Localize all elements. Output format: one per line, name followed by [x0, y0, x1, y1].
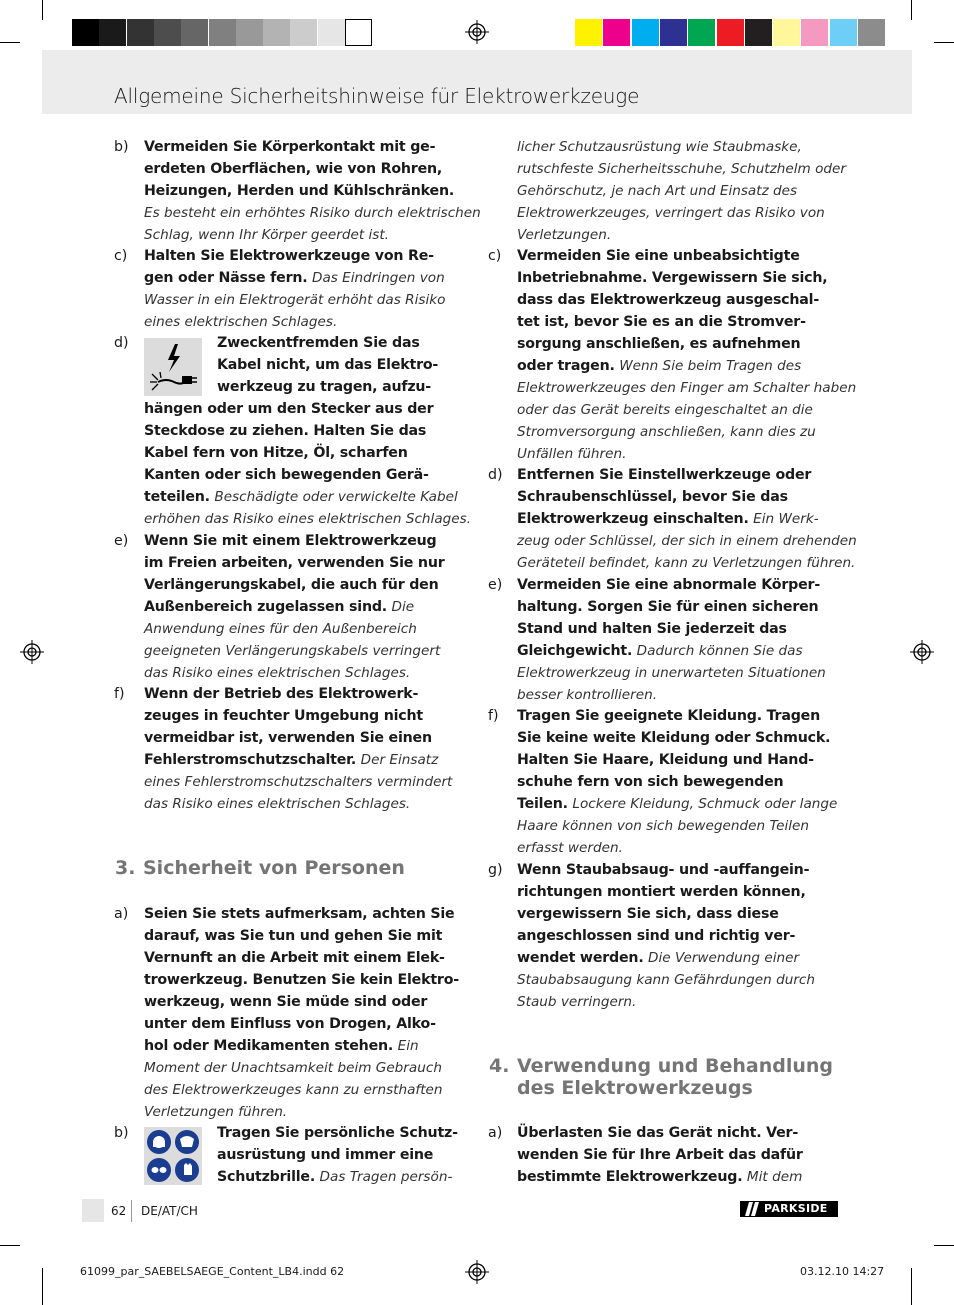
- bold-text: Vermeiden Sie eine unbeabsichtigte: [517, 248, 800, 264]
- italic-text: Elektrowerkzeuges, verringert das Risiko von: [517, 205, 825, 221]
- bold-text: Kabel fern von Hitze, Öl, scharfen: [144, 445, 408, 461]
- italic-text: erfasst werden.: [517, 840, 623, 856]
- italic-text: Haare können von sich bewegenden Teilen: [517, 818, 809, 834]
- bold-text: dass das Elektrowerkzeug ausgeschal-: [517, 292, 820, 308]
- text-line: [517, 245, 800, 267]
- text-line: [217, 332, 420, 354]
- text-line: [517, 1122, 798, 1144]
- bold-text: Heizungen, Herden und Kühlschränken.: [144, 183, 455, 199]
- bold-text: unter dem Einfluss von Drogen, Alko-: [144, 1016, 436, 1032]
- bold-text: zeuges in feuchter Umgebung nicht: [144, 708, 423, 724]
- italic-text: Ein Werk-: [753, 511, 819, 527]
- text-line: [517, 815, 809, 837]
- italic-text: Geräteteil befindet, kann zu Verletzungen führen.: [517, 555, 856, 571]
- text-line: [144, 771, 452, 793]
- italic-text: das Risiko eines elektrischen Schlages.: [144, 665, 411, 681]
- process-swatch: [575, 19, 602, 46]
- text-line: [517, 793, 837, 815]
- text-line: [144, 1079, 443, 1101]
- text-line: [144, 1013, 436, 1035]
- italic-text: eines Fehlerstromschutzschalters vermindert: [144, 774, 453, 790]
- italic-text: Verletzungen.: [517, 227, 612, 243]
- text-line: [217, 1122, 458, 1144]
- italic-text: Mit dem: [746, 1169, 803, 1185]
- bold-text: im Freien arbeiten, verwenden Sie nur: [144, 555, 445, 571]
- italic-text: des Elektrowerkzeuges kann zu ernsthaften: [144, 1082, 443, 1098]
- text-line: [517, 267, 827, 289]
- section-title: des Elektrowerkzeugs: [517, 1077, 753, 1099]
- bold-text: erdeten Oberflächen, wie von Rohren,: [144, 161, 443, 177]
- registration-mark-icon: [465, 20, 489, 44]
- italic-text: Schlag, wenn Ihr Körper geerdet ist.: [144, 227, 389, 243]
- bold-text: Tragen Sie persönliche Schutz-: [217, 1125, 458, 1141]
- italic-text: oder das Gerät bereits eingeschaltet an die: [517, 402, 813, 418]
- gray-swatch: [290, 19, 317, 46]
- list-label: g): [488, 862, 503, 878]
- process-swatch: [830, 19, 857, 46]
- bold-text: richtungen montiert werden können,: [517, 884, 806, 900]
- text-line: [144, 727, 432, 749]
- bold-text: vermeidbar ist, verwenden Sie einen: [144, 730, 432, 746]
- text-line: [144, 267, 445, 289]
- bold-text: Inbetriebnahme. Vergewissern Sie sich,: [517, 270, 828, 286]
- bold-text: hängen oder um den Stecker aus der: [144, 401, 434, 417]
- slug-date: 03.12.10 14:27: [800, 1265, 885, 1278]
- process-swatch: [773, 19, 800, 46]
- italic-text: licher Schutzausrüstung wie Staubmaske,: [517, 139, 802, 155]
- text-line: [144, 202, 481, 224]
- text-line: [144, 749, 438, 771]
- section-title: Sicherheit von Personen: [143, 857, 405, 879]
- gray-swatch: [181, 19, 208, 46]
- text-line: [517, 399, 813, 421]
- italic-text: Ein: [397, 1038, 419, 1054]
- region-label: DE/AT/CH: [141, 1204, 198, 1218]
- process-swatch: [745, 19, 772, 46]
- bold-text: Entfernen Sie Einstellwerkzeuge oder: [517, 467, 812, 483]
- text-line: [517, 684, 657, 706]
- list-label: e): [114, 533, 129, 549]
- text-line: [517, 289, 819, 311]
- italic-text: Staub verringern.: [517, 994, 637, 1010]
- bold-text: angeschlossen sind und richtig ver-: [517, 928, 796, 944]
- text-line: [144, 311, 337, 333]
- text-line: [517, 508, 819, 530]
- section-title: Verwendung und Behandlung: [517, 1055, 834, 1077]
- text-line: [144, 662, 410, 684]
- bold-text: Sie keine weite Kleidung oder Schmuck.: [517, 730, 831, 746]
- italic-text: eines elektrischen Schlages.: [144, 314, 338, 330]
- text-line: [517, 464, 811, 486]
- process-swatch: [688, 19, 715, 46]
- bold-text: Schraubenschlüssel, bevor Sie das: [517, 489, 788, 505]
- bold-text: vergewissern Sie sich, dass diese: [517, 906, 779, 922]
- text-line: [144, 180, 454, 202]
- italic-text: das Risiko eines elektrischen Schlages.: [144, 796, 411, 812]
- text-line: [144, 618, 417, 640]
- list-label: d): [114, 335, 129, 351]
- text-line: [144, 398, 433, 420]
- bold-text: Wenn Sie mit einem Elektrowerkzeug: [144, 533, 437, 549]
- text-line: [517, 903, 779, 925]
- text-line: [517, 1166, 802, 1188]
- bold-text: oder tragen.: [517, 358, 615, 374]
- text-line: [517, 837, 623, 859]
- text-line: [144, 245, 434, 267]
- text-line: [517, 333, 800, 355]
- italic-text: Staubabsaugung kann Gefährdungen durch: [517, 972, 816, 988]
- bold-text: wenden Sie für Ihre Arbeit das dafür: [517, 1147, 803, 1163]
- list-label: b): [114, 1125, 129, 1141]
- italic-text: Stromversorgung anschließen, kann dies zu: [517, 424, 816, 440]
- text-line: [517, 552, 855, 574]
- text-line: [517, 662, 826, 684]
- list-label: a): [114, 906, 129, 922]
- text-line: [517, 859, 809, 881]
- text-line: [517, 224, 611, 246]
- italic-text: Es besteht ein erhöhtes Risiko durch elektrischen: [144, 205, 481, 221]
- text-line: [517, 618, 787, 640]
- italic-text: Elektrowerkzeug in unerwarteten Situationen: [517, 665, 826, 681]
- bold-text: Stand und halten Sie jederzeit das: [517, 621, 787, 637]
- bold-text: Teilen.: [517, 796, 568, 812]
- text-line: [144, 1101, 287, 1123]
- text-line: [517, 749, 814, 771]
- registration-mark-icon: [910, 640, 934, 664]
- crop-mark: [0, 42, 20, 43]
- italic-text: Elektrowerkzeuges den Finger am Schalter haben: [517, 380, 857, 396]
- bold-text: werkzeug, wenn Sie müde sind oder: [144, 994, 428, 1010]
- text-line: [144, 683, 418, 705]
- text-line: [144, 486, 458, 508]
- bold-text: Tragen Sie geeignete Kleidung. Tragen: [517, 708, 820, 724]
- bold-text: Elektrowerkzeug einschalten.: [517, 511, 749, 527]
- gray-swatch: [99, 19, 126, 46]
- text-line: [144, 508, 471, 530]
- italic-text: rutschfeste Sicherheitsschuhe, Schutzhelm oder: [517, 161, 846, 177]
- text-line: [517, 1144, 803, 1166]
- process-swatch: [717, 19, 744, 46]
- bold-text: tet ist, bevor Sie es an die Stromver-: [517, 314, 806, 330]
- italic-text: Wasser in ein Elektrogerät erhöht das Risiko: [144, 292, 446, 308]
- italic-text: zeug oder Schlüssel, der sich in einem drehenden: [517, 533, 857, 549]
- gray-swatch: [209, 19, 236, 46]
- text-line: [217, 354, 438, 376]
- cable-warning-icon: [144, 338, 202, 396]
- crop-mark: [911, 0, 912, 20]
- page-number: 62: [111, 1204, 127, 1218]
- brand-name: PARKSIDE: [764, 1202, 828, 1215]
- text-line: [517, 486, 788, 508]
- gray-swatch: [263, 19, 290, 46]
- bold-text: Überlasten Sie das Gerät nicht. Ver-: [517, 1125, 799, 1141]
- italic-text: Lockere Kleidung, Schmuck oder lange: [572, 796, 838, 812]
- text-line: [144, 552, 445, 574]
- italic-text: besser kontrollieren.: [517, 687, 658, 703]
- text-line: [517, 947, 799, 969]
- bold-text: Zweckentfremden Sie das: [217, 335, 420, 351]
- list-label: f): [114, 686, 125, 702]
- text-line: [144, 991, 427, 1013]
- text-line: [517, 180, 797, 202]
- italic-text: Das Eindringen von: [311, 270, 445, 286]
- text-line: [144, 158, 442, 180]
- crop-mark: [42, 0, 43, 20]
- text-line: [144, 925, 442, 947]
- list-label: b): [114, 139, 129, 155]
- text-line: [517, 355, 801, 377]
- bold-text: Vermeiden Sie Körperkontakt mit ge-: [144, 139, 436, 155]
- text-line: [517, 925, 795, 947]
- text-line: [144, 640, 440, 662]
- page-number-box: [82, 1199, 104, 1222]
- text-line: [144, 574, 439, 596]
- italic-text: Verletzungen führen.: [144, 1104, 288, 1120]
- bold-text: darauf, was Sie tun und gehen Sie mit: [144, 928, 443, 944]
- crop-mark: [911, 1268, 912, 1305]
- bold-text: Kabel nicht, um das Elektro-: [217, 357, 439, 373]
- crop-mark: [934, 1245, 954, 1246]
- text-line: [144, 464, 429, 486]
- bold-text: haltung. Sorgen Sie für einen sicheren: [517, 599, 819, 615]
- bold-text: Fehlerstromschutzschalter.: [144, 752, 357, 768]
- gray-swatch: [154, 19, 181, 46]
- bold-text: teteilen.: [144, 489, 210, 505]
- registration-mark-icon: [465, 1260, 489, 1284]
- bold-text: Verlängerungskabel, die auch für den: [144, 577, 439, 593]
- process-swatch: [801, 19, 828, 46]
- bold-text: Wenn der Betrieb des Elektrowerk-: [144, 686, 419, 702]
- bold-text: hol oder Medikamenten stehen.: [144, 1038, 394, 1054]
- bold-text: bestimmte Elektrowerkzeug.: [517, 1169, 743, 1185]
- list-label: f): [488, 708, 499, 724]
- section-number: 3.: [115, 857, 136, 879]
- italic-text: erhöhen das Risiko eines elektrischen Schlages.: [144, 511, 472, 527]
- text-line: [517, 727, 830, 749]
- bold-text: Vermeiden Sie eine abnormale Körper-: [517, 577, 821, 593]
- brand-logo: [740, 1201, 838, 1217]
- bold-text: wendet werden.: [517, 950, 644, 966]
- text-line: [517, 158, 846, 180]
- list-label: e): [488, 577, 503, 593]
- text-line: [517, 969, 815, 991]
- text-line: [144, 969, 459, 991]
- process-swatch: [858, 19, 885, 46]
- italic-text: Beschädigte oder verwickelte Kabel: [214, 489, 458, 505]
- text-line: [517, 311, 806, 333]
- bold-text: Gleichgewicht.: [517, 643, 633, 659]
- footer-divider: [131, 1200, 132, 1222]
- italic-text: Wenn Sie beim Tragen des: [619, 358, 802, 374]
- text-line: [517, 991, 636, 1013]
- gray-swatch: [127, 19, 154, 46]
- section-number: 4.: [489, 1055, 510, 1077]
- gray-swatch: [318, 19, 345, 46]
- text-line: [144, 1035, 419, 1057]
- bold-text: schuhe fern von sich bewegenden: [517, 774, 784, 790]
- ppe-icons: [144, 1127, 202, 1185]
- text-line: [144, 224, 389, 246]
- bold-text: Außenbereich zugelassen sind.: [144, 599, 387, 615]
- bold-text: Wenn Staubabsaug- und -auffangein-: [517, 862, 810, 878]
- text-line: [517, 705, 820, 727]
- italic-text: geeigneten Verlängerungskabels verringert: [144, 643, 441, 659]
- text-line: [517, 596, 818, 618]
- text-line: [144, 705, 423, 727]
- gray-swatch: [345, 19, 372, 46]
- crop-mark: [0, 1245, 20, 1246]
- italic-text: Die Verwendung einer: [648, 950, 800, 966]
- gray-swatch: [72, 19, 99, 46]
- text-line: [217, 1144, 433, 1166]
- list-label: a): [488, 1125, 503, 1141]
- italic-text: Unfällen führen.: [517, 446, 627, 462]
- italic-text: Dadurch können Sie das: [636, 643, 803, 659]
- text-line: [517, 771, 783, 793]
- text-line: [217, 376, 431, 398]
- text-line: [144, 793, 410, 815]
- text-line: [144, 1057, 442, 1079]
- process-swatch: [603, 19, 630, 46]
- text-line: [144, 596, 414, 618]
- bold-text: gen oder Nässe fern.: [144, 270, 308, 286]
- bold-text: Schutzbrille.: [217, 1169, 316, 1185]
- text-line: [144, 530, 436, 552]
- bold-text: Seien Sie stets aufmerksam, achten Sie: [144, 906, 455, 922]
- italic-text: Anwendung eines für den Außenbereich: [144, 621, 417, 637]
- bold-text: ausrüstung und immer eine: [217, 1147, 434, 1163]
- text-line: [517, 640, 803, 662]
- bold-text: Vernunft an die Arbeit mit einem Elek-: [144, 950, 445, 966]
- bold-text: trowerkzeug. Benutzen Sie kein Elektro-: [144, 972, 459, 988]
- text-line: [517, 377, 856, 399]
- italic-text: Die: [391, 599, 415, 615]
- bold-text: Kanten oder sich bewegenden Gerä-: [144, 467, 429, 483]
- text-line: [217, 1166, 452, 1188]
- process-swatch: [632, 19, 659, 46]
- text-line: [517, 443, 626, 465]
- page-title: Allgemeine Sicherheitshinweise für Elektrowerkzeuge: [114, 84, 640, 108]
- bold-text: Halten Sie Haare, Kleidung und Hand-: [517, 752, 814, 768]
- list-label: d): [488, 467, 503, 483]
- text-line: [144, 442, 408, 464]
- process-swatch: [660, 19, 687, 46]
- text-line: [517, 421, 816, 443]
- text-line: [517, 136, 802, 158]
- text-line: [517, 881, 806, 903]
- text-line: [144, 947, 445, 969]
- bold-text: werkzeug zu tragen, aufzu-: [217, 379, 431, 395]
- text-line: [517, 202, 825, 224]
- italic-text: Gehörschutz, je nach Art und Einsatz des: [517, 183, 798, 199]
- slug-filename: 61099_par_SAEBELSAEGE_Content_LB4.indd 62: [80, 1265, 345, 1278]
- list-label: c): [114, 248, 128, 264]
- text-line: [144, 903, 454, 925]
- italic-text: Der Einsatz: [360, 752, 439, 768]
- text-line: [144, 136, 435, 158]
- crop-mark: [934, 42, 954, 43]
- registration-mark-icon: [20, 640, 44, 664]
- gray-swatch: [236, 19, 263, 46]
- bold-text: Steckdose zu ziehen. Halten Sie das: [144, 423, 427, 439]
- text-line: [144, 420, 426, 442]
- italic-text: Das Tragen persön-: [319, 1169, 453, 1185]
- bold-text: sorgung anschließen, es aufnehmen: [517, 336, 801, 352]
- text-line: [517, 574, 820, 596]
- text-line: [144, 289, 445, 311]
- bold-text: Halten Sie Elektrowerkzeuge von Re-: [144, 248, 434, 264]
- italic-text: Moment der Unachtsamkeit beim Gebrauch: [144, 1060, 442, 1076]
- text-line: [517, 530, 857, 552]
- list-label: c): [488, 248, 502, 264]
- crop-mark: [42, 1268, 43, 1305]
